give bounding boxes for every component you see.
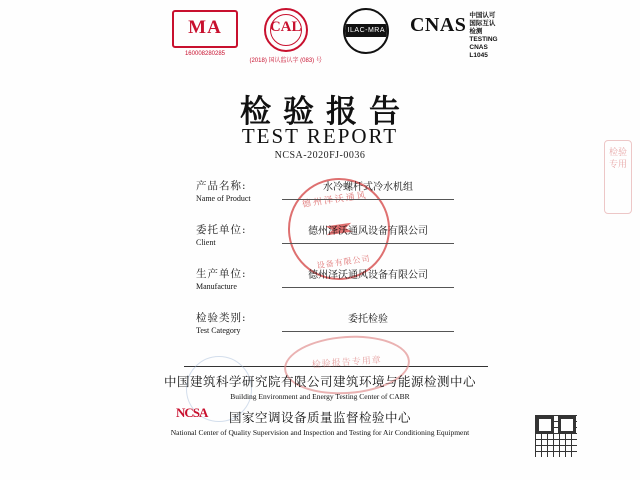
cal-icon-text: CAL: [269, 19, 302, 35]
footer-org2-en: National Center of Quality Supervision and Inspection and Testing for Air Conditioning Equipment: [170, 428, 470, 437]
field-label-en: Test Category: [196, 326, 241, 335]
cal-logo-block: [249, 8, 323, 64]
cnas-logo-block: [409, 8, 498, 60]
page-title-cn: 检验报告: [240, 94, 412, 130]
cnas-line-5: CNAS L1045: [469, 44, 488, 59]
footer-org1-cn: 中国建筑科学研究院有限公司建筑环境与能源检测中心: [163, 374, 476, 389]
cma-logo-block: [168, 8, 242, 57]
ilac-mra-icon-text: ILAC-MRA: [345, 24, 387, 37]
field-row: [196, 222, 454, 266]
cnas-icon: CNAS: [409, 14, 467, 36]
field-value-test-category: 委托检验: [282, 310, 454, 332]
cnas-line-3: 检测: [469, 28, 483, 35]
ncsa-logo-text: NCSA: [176, 405, 208, 420]
field-value-product-name: 水冷螺杆式冷水机组: [282, 178, 454, 200]
ilac-logo-block: [329, 8, 403, 54]
cnas-line-1: 中国认可: [469, 12, 496, 19]
field-label: [196, 178, 282, 203]
field-label: [196, 266, 282, 291]
field-label: [196, 222, 282, 247]
field-label-en: Manufacture: [196, 282, 237, 291]
company-seal-top-text: 德州泽沃通风: [301, 190, 369, 210]
cnas-line-2: 国际互认: [469, 20, 496, 27]
field-value-manufacturer: 德州泽沃通风设备有限公司: [282, 266, 454, 288]
field-label-cn: 委托单位:: [196, 224, 247, 236]
cma-icon: MA: [172, 10, 238, 48]
page-title-en: TEST REPORT: [241, 124, 399, 148]
field-label-en: Client: [196, 238, 216, 247]
field-label-cn: 检验类别:: [196, 312, 247, 324]
cma-caption: 160008280285: [184, 51, 226, 57]
ilac-mra-icon: [343, 8, 389, 54]
cnas-accreditation-text: [469, 12, 497, 60]
field-value-client: 德州泽沃通风设备有限公司: [282, 222, 454, 244]
field-label-cn: 生产单位:: [196, 268, 247, 280]
certification-logos: [168, 8, 498, 74]
qr-code: [534, 414, 578, 458]
report-fields: [196, 178, 454, 354]
footer-org2-cn: 国家空调设备质量监督检验中心: [228, 410, 411, 425]
report-number: NCSA-2020FJ-0036: [274, 150, 366, 161]
cal-caption: (2018) 国认监认字 (083) 号: [249, 58, 322, 64]
footer-org1-en: Building Environment and Energy Testing Center of CABR: [230, 392, 410, 401]
side-seal-stamp: 检验专用: [604, 140, 632, 214]
company-seal-bottom-text: 设备有限公司: [316, 253, 372, 271]
field-label-en: Name of Product: [196, 194, 251, 203]
cal-icon: [264, 8, 308, 52]
field-label-cn: 产品名称:: [196, 180, 247, 192]
ncsa-logo: [176, 405, 207, 421]
field-row: [196, 266, 454, 310]
field-row: [196, 178, 454, 222]
field-label: [196, 310, 282, 335]
report-seal-stamp: 检验报告专用章: [282, 332, 412, 399]
cnas-line-4: TESTING: [469, 36, 498, 43]
